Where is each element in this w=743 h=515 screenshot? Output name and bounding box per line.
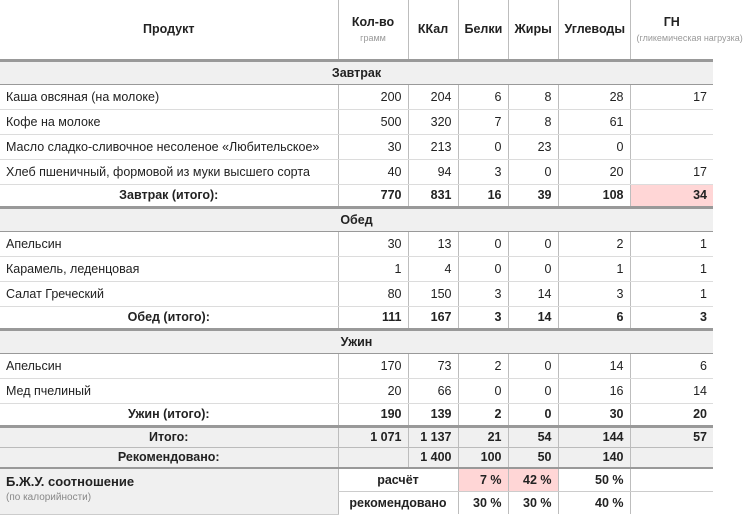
- carbs-cell: 2: [558, 231, 630, 256]
- protein-cell: 3: [458, 306, 508, 329]
- col-product: Продукт: [0, 0, 338, 60]
- carbs-cell: 20: [558, 159, 630, 184]
- qty-cell: 190: [338, 403, 408, 426]
- kcal-cell: 4: [408, 256, 458, 281]
- carbs-cell: 16: [558, 378, 630, 403]
- carbs-cell: 140: [558, 447, 630, 468]
- carbs-cell: 1: [558, 256, 630, 281]
- qty-cell: 170: [338, 353, 408, 378]
- table-row: [0, 159, 713, 184]
- col-gl: ГН (гликемическая нагрузка): [630, 0, 713, 60]
- qty-cell: 500: [338, 109, 408, 134]
- section-title: Ужин: [0, 329, 713, 353]
- fat-cell: 0: [508, 256, 558, 281]
- fat-cell: 0: [508, 353, 558, 378]
- gl-cell: [630, 447, 713, 468]
- gl-cell: [630, 109, 713, 134]
- fat-cell: 0: [508, 159, 558, 184]
- ratio-title: Б.Ж.У. соотношение: [6, 474, 135, 489]
- product-name: Мед пчелиный: [0, 378, 338, 403]
- ratio-title-cell: [0, 468, 338, 514]
- kcal-cell: 204: [408, 84, 458, 109]
- protein-cell: 3: [458, 159, 508, 184]
- section-title: Обед: [0, 207, 713, 231]
- protein-cell: 0: [458, 378, 508, 403]
- qty-cell: 1 071: [338, 426, 408, 447]
- product-name: Хлеб пшеничный, формовой из муки высшего сорта: [0, 159, 338, 184]
- protein-cell: 16: [458, 184, 508, 207]
- section-dinner: [0, 329, 713, 353]
- product-name: Апельсин: [0, 353, 338, 378]
- ratio-rec-label: рекомендовано: [338, 491, 458, 514]
- col-qty: Кол-во грамм: [338, 0, 408, 60]
- fat-cell: 54: [508, 426, 558, 447]
- subtotal-label: Обед (итого):: [0, 306, 338, 329]
- kcal-cell: 320: [408, 109, 458, 134]
- qty-cell: 30: [338, 231, 408, 256]
- ratio-protein-calc: 7 %: [458, 468, 508, 491]
- ratio-fat-rec: 30 %: [508, 491, 558, 514]
- product-name: Каша овсяная (на молоке): [0, 84, 338, 109]
- gl-cell: 1: [630, 281, 713, 306]
- ratio-protein-rec: 30 %: [458, 491, 508, 514]
- ratio-empty-cell: [630, 468, 713, 491]
- ratio-carbs-calc: 50 %: [558, 468, 630, 491]
- ratio-carbs-rec: 40 %: [558, 491, 630, 514]
- qty-cell: 111: [338, 306, 408, 329]
- fat-cell: 14: [508, 281, 558, 306]
- table-row: [0, 353, 713, 378]
- gl-cell: 3: [630, 306, 713, 329]
- qty-cell: 40: [338, 159, 408, 184]
- col-protein: Белки: [458, 0, 508, 60]
- kcal-cell: 1 400: [408, 447, 458, 468]
- gl-cell: 17: [630, 84, 713, 109]
- ratio-fat-calc: 42 %: [508, 468, 558, 491]
- gl-cell: [630, 134, 713, 159]
- qty-cell: 80: [338, 281, 408, 306]
- fat-cell: 0: [508, 231, 558, 256]
- carbs-cell: 14: [558, 353, 630, 378]
- subtotal-row-breakfast: [0, 184, 713, 207]
- kcal-cell: 66: [408, 378, 458, 403]
- kcal-cell: 213: [408, 134, 458, 159]
- qty-cell: 20: [338, 378, 408, 403]
- carbs-cell: 61: [558, 109, 630, 134]
- qty-cell: 770: [338, 184, 408, 207]
- kcal-cell: 150: [408, 281, 458, 306]
- carbs-cell: 30: [558, 403, 630, 426]
- fat-cell: 14: [508, 306, 558, 329]
- recommended-label: Рекомендовано:: [0, 447, 338, 468]
- protein-cell: 7: [458, 109, 508, 134]
- kcal-cell: 831: [408, 184, 458, 207]
- kcal-cell: 94: [408, 159, 458, 184]
- fat-cell: 23: [508, 134, 558, 159]
- col-kcal: ККал: [408, 0, 458, 60]
- section-title: Завтрак: [0, 60, 713, 84]
- gl-cell-highlighted: 34: [630, 184, 713, 207]
- qty-cell: 30: [338, 134, 408, 159]
- protein-cell: 0: [458, 231, 508, 256]
- fat-cell: 0: [508, 378, 558, 403]
- gl-cell: 6: [630, 353, 713, 378]
- carbs-cell: 108: [558, 184, 630, 207]
- product-name: Салат Греческий: [0, 281, 338, 306]
- kcal-cell: 1 137: [408, 426, 458, 447]
- table-row: [0, 256, 713, 281]
- col-gl-sub: (гликемическая нагрузка): [636, 33, 743, 44]
- kcal-cell: 13: [408, 231, 458, 256]
- qty-cell: 1: [338, 256, 408, 281]
- subtotal-row-lunch: [0, 306, 713, 329]
- protein-cell: 3: [458, 281, 508, 306]
- col-fat: Жиры: [508, 0, 558, 60]
- protein-cell: 0: [458, 256, 508, 281]
- fat-cell: 8: [508, 109, 558, 134]
- grand-total-row: [0, 426, 713, 447]
- ratio-calc-row: [0, 468, 713, 491]
- carbs-cell: 3: [558, 281, 630, 306]
- table-row: [0, 134, 713, 159]
- table-row: [0, 84, 713, 109]
- qty-cell: 200: [338, 84, 408, 109]
- subtotal-label: Ужин (итого):: [0, 403, 338, 426]
- subtotal-row-dinner: [0, 403, 713, 426]
- gl-cell: 17: [630, 159, 713, 184]
- carbs-cell: 6: [558, 306, 630, 329]
- total-label: Итого:: [0, 426, 338, 447]
- kcal-cell: 73: [408, 353, 458, 378]
- gl-cell: 14: [630, 378, 713, 403]
- gl-cell: 57: [630, 426, 713, 447]
- kcal-cell: 167: [408, 306, 458, 329]
- qty-cell: [338, 447, 408, 468]
- table-row: [0, 231, 713, 256]
- fat-cell: 0: [508, 403, 558, 426]
- gl-cell: 1: [630, 256, 713, 281]
- protein-cell: 2: [458, 403, 508, 426]
- product-name: Масло сладко-сливочное несоленое «Любительское»: [0, 134, 338, 159]
- product-name: Карамель, леденцовая: [0, 256, 338, 281]
- protein-cell: 21: [458, 426, 508, 447]
- protein-cell: 0: [458, 134, 508, 159]
- protein-cell: 2: [458, 353, 508, 378]
- protein-cell: 6: [458, 84, 508, 109]
- header-row: [0, 0, 713, 60]
- product-name: Кофе на молоке: [0, 109, 338, 134]
- col-qty-unit: грамм: [360, 33, 386, 44]
- product-name: Апельсин: [0, 231, 338, 256]
- table-row: [0, 281, 713, 306]
- section-lunch: [0, 207, 713, 231]
- gl-cell: 20: [630, 403, 713, 426]
- table-row: [0, 109, 713, 134]
- recommended-row: [0, 447, 713, 468]
- fat-cell: 50: [508, 447, 558, 468]
- carbs-cell: 28: [558, 84, 630, 109]
- gl-cell: 1: [630, 231, 713, 256]
- fat-cell: 8: [508, 84, 558, 109]
- ratio-calc-label: расчёт: [338, 468, 458, 491]
- section-breakfast: [0, 60, 713, 84]
- subtotal-label: Завтрак (итого):: [0, 184, 338, 207]
- ratio-subtitle: (по калорийности): [6, 492, 92, 503]
- table-row: [0, 378, 713, 403]
- carbs-cell: 144: [558, 426, 630, 447]
- fat-cell: 39: [508, 184, 558, 207]
- protein-cell: 100: [458, 447, 508, 468]
- ratio-empty-cell: [630, 491, 713, 514]
- col-carbs: Углеводы: [558, 0, 630, 60]
- kcal-cell: 139: [408, 403, 458, 426]
- carbs-cell: 0: [558, 134, 630, 159]
